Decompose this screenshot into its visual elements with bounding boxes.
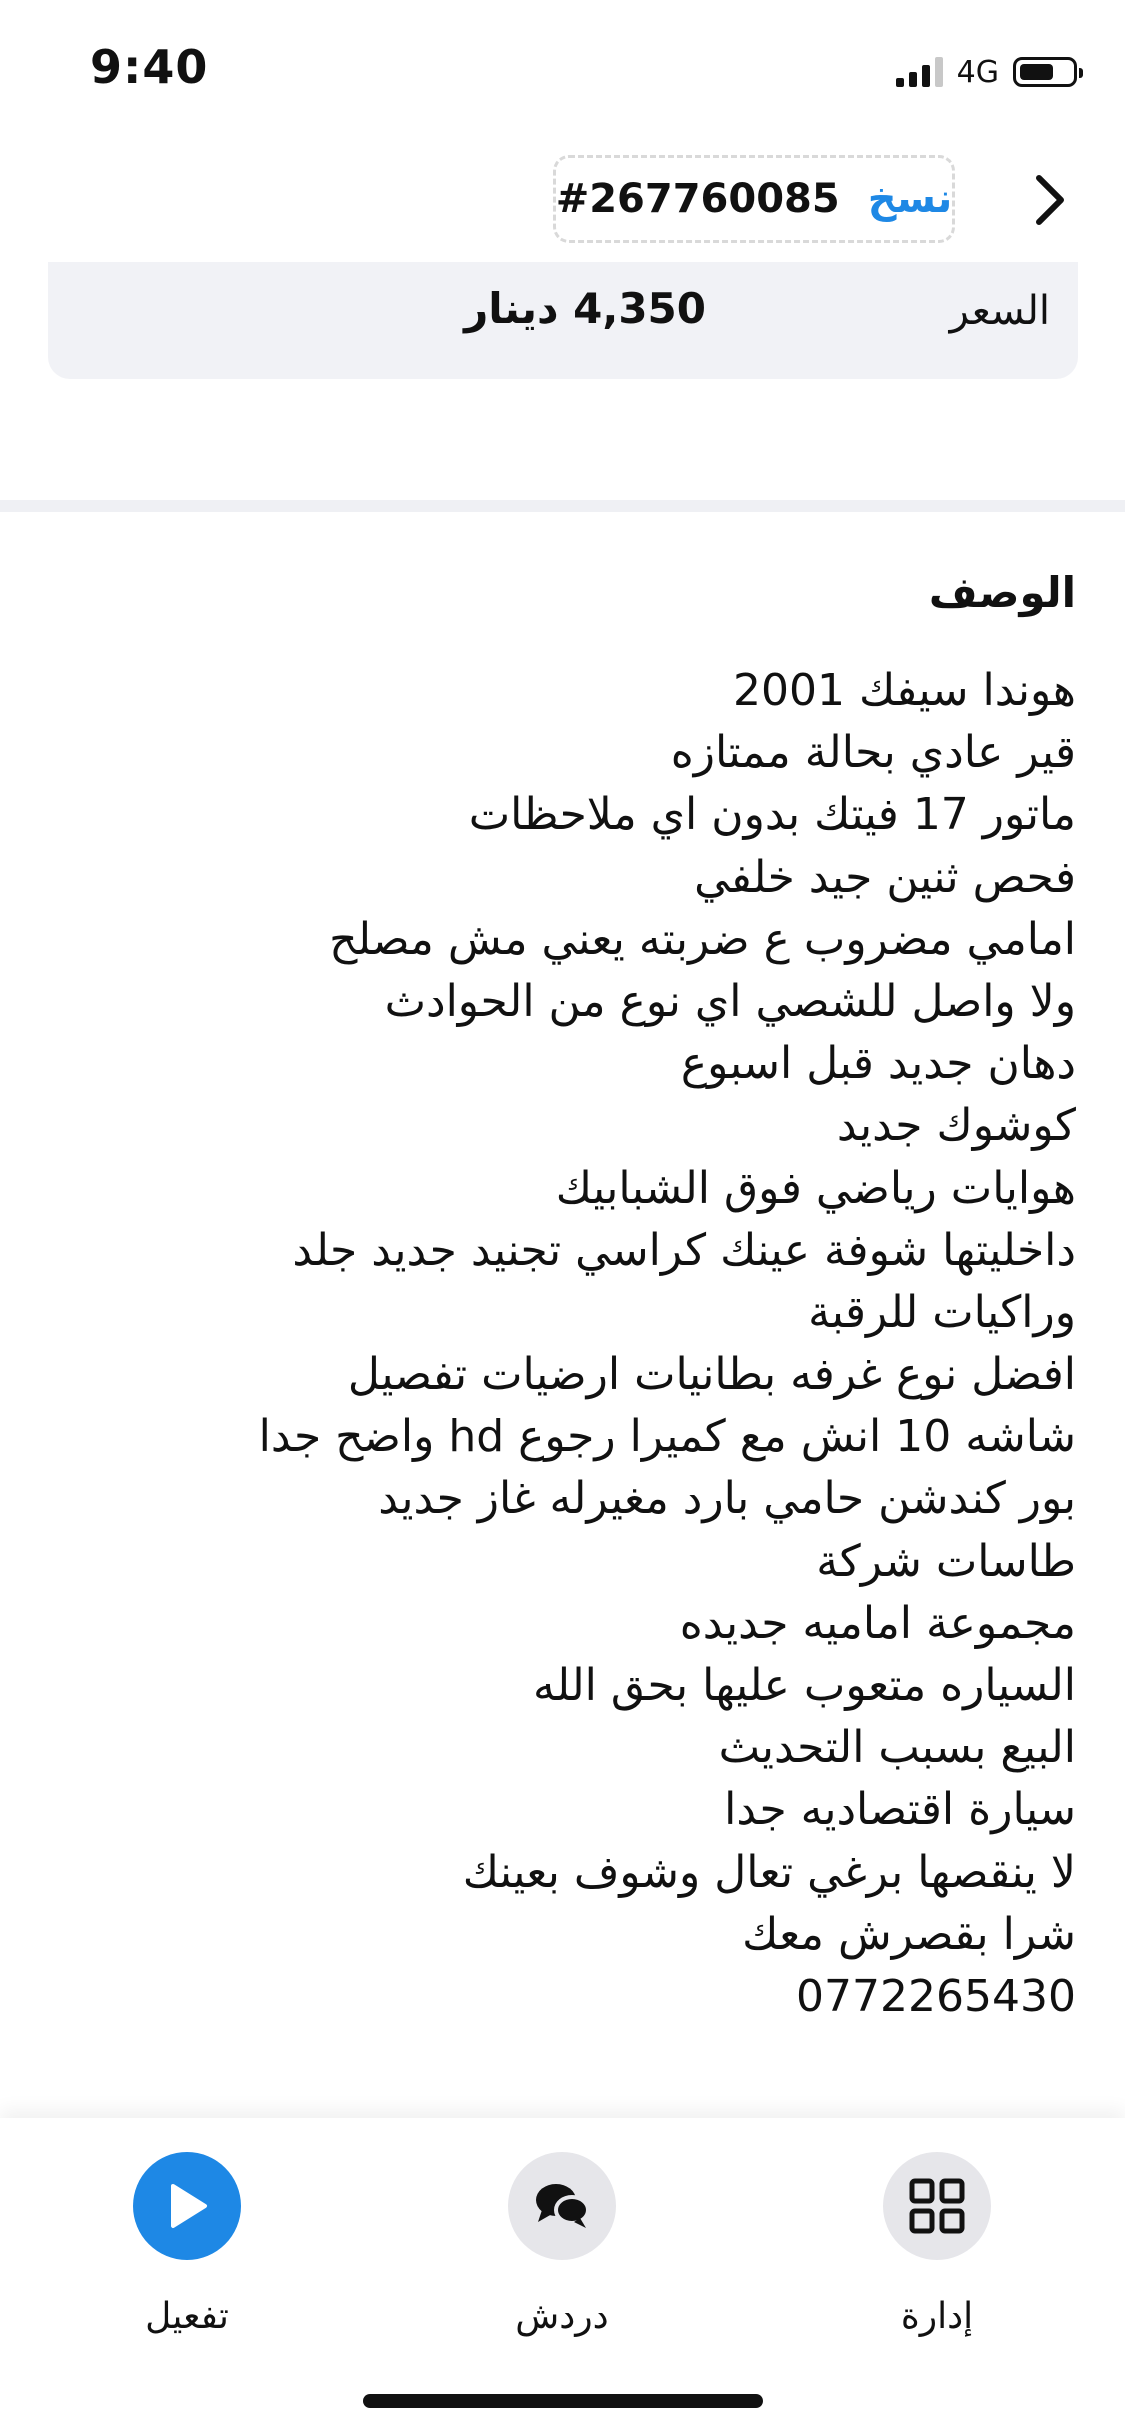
description-line: طاسات شركة <box>816 1535 1076 1587</box>
description-line: هوندا سيفك 2001 <box>733 665 1076 716</box>
manage-circle[interactable] <box>883 2152 991 2260</box>
status-indicators <box>896 50 1077 94</box>
manage-button[interactable] <box>827 2152 1047 2337</box>
battery-icon <box>1013 57 1077 87</box>
chevron-right-icon <box>1033 172 1067 228</box>
description-line: شرا بقصرش معك <box>742 1908 1076 1960</box>
activate-button[interactable] <box>77 2152 297 2337</box>
ad-id-copy-box[interactable] <box>553 155 955 243</box>
description-line: ماتور 17 فيتك بدون اي ملاحظات <box>468 789 1076 841</box>
description-line: سيارة اقتصاديه جدا <box>724 1784 1076 1836</box>
description-line: وراكيات للرقبة <box>808 1286 1076 1338</box>
price-label: السعر <box>949 288 1050 334</box>
phone-number[interactable]: 0772265430 <box>796 1970 1076 2022</box>
description-line: كوشوك جديد <box>836 1100 1076 1152</box>
section-divider <box>0 500 1125 512</box>
description-line: مجموعة اماميه جديده <box>679 1597 1076 1649</box>
description-title: الوصف <box>928 568 1076 617</box>
price-card <box>48 262 1078 379</box>
home-indicator[interactable] <box>363 2394 763 2408</box>
description-line: البيع بسبب التحديث <box>718 1722 1076 1774</box>
description-line: فحص ثنين جيد خلفي <box>694 851 1076 903</box>
bottom-action-bar <box>0 2118 1125 2436</box>
description-body <box>46 660 1076 2028</box>
manage-label: إدارة <box>900 2296 974 2337</box>
description-line: افضل نوع غرفه بطانيات ارضيات تفصيل <box>347 1349 1076 1401</box>
description-line: هوايات رياضي فوق الشبابيك <box>555 1162 1076 1214</box>
chat-bubbles-icon <box>532 2178 592 2234</box>
activate-circle[interactable] <box>133 2152 241 2260</box>
description-line: السياره متعوب عليها بحق الله <box>533 1660 1076 1711</box>
activate-label: تفعيل <box>145 2296 229 2337</box>
back-button[interactable] <box>1020 170 1080 230</box>
description-line: داخليتها شوفة عينك كراسي تجنيد جديد جلد <box>292 1224 1076 1276</box>
description-line: شاشه 10 انش مع كميرا رجوع hd واضح جدا <box>258 1411 1076 1463</box>
description-line: ولا واصل للشصي اي نوع من الحوادث <box>384 975 1076 1027</box>
chat-circle[interactable] <box>508 2152 616 2260</box>
copy-button[interactable]: نسخ <box>867 176 953 222</box>
description-line: قير عادي بحالة ممتازه <box>670 727 1076 779</box>
description-line: امامي مضروب ع ضربته يعني مش مصلح <box>329 913 1076 965</box>
description-line: بور كندشن حامي بارد مغيرله غاز جديد <box>378 1473 1076 1525</box>
signal-icon <box>896 57 943 87</box>
play-icon <box>165 2182 209 2230</box>
chat-button[interactable] <box>452 2152 672 2337</box>
ad-id: #267760085 <box>555 176 840 222</box>
description-line: لا ينقصها برغي تعال وشوف بعينك <box>462 1846 1076 1898</box>
price-value: 4,350 دينار <box>464 284 706 333</box>
network-type: 4G <box>956 54 999 90</box>
status-time: 9:40 <box>90 40 209 94</box>
grid-icon <box>909 2178 965 2234</box>
description-line: دهان جديد قبل اسبوع <box>680 1038 1076 1090</box>
chat-label: دردش <box>515 2296 609 2337</box>
